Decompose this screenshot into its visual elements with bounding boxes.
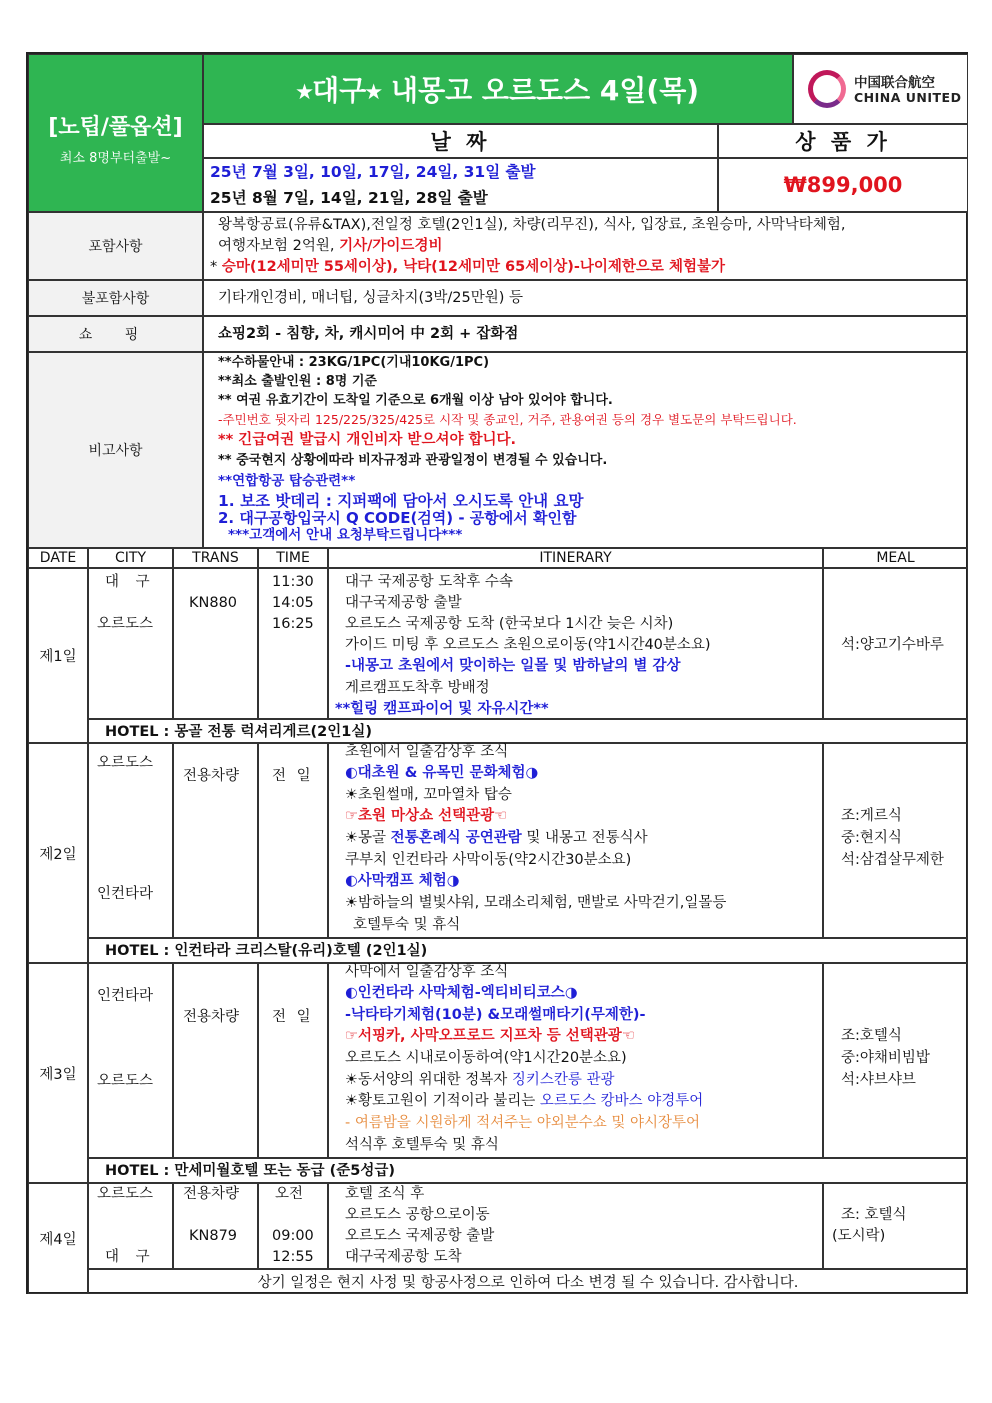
hotel-text: HOTEL : 만세미월호텔 또는 동급 (준5성급) [105, 1163, 395, 1179]
vehicle-type: 전용차량 [183, 1009, 240, 1025]
dates-august: 25년 8월 7일, 14일, 21일, 28일 출발 [210, 189, 488, 207]
day-trans-cell [173, 1183, 258, 1269]
hotel-row [88, 719, 968, 743]
included-insurance: 여행자보험 2억원, [218, 238, 340, 254]
min-people-note: 최소 8명부터출발~ [59, 151, 172, 166]
meal-value: 석:양고기수바루 [841, 637, 944, 653]
itinerary-segment: ☀동서양의 위대한 정복자 [345, 1072, 512, 1088]
day-time-cell [258, 568, 328, 719]
flight-code: KN879 [189, 1228, 238, 1244]
day-meal-cell [823, 743, 968, 938]
hotel-row [88, 1158, 968, 1183]
included-age-limit: 승마(12세미만 55세이상), 낙타(12세미만 65세이상)-나이제한으로 체험불가 [221, 259, 725, 275]
time-value: 12:55 [272, 1249, 314, 1265]
time-value: 오전 [275, 1186, 304, 1202]
dates-july: 25년 7월 3일, 10일, 17일, 24일, 31일 출발 [210, 163, 536, 181]
itinerary-line: 쿠부치 인컨타라 사막이동(약2시간30분소요) [345, 852, 632, 868]
day-time-cell [258, 743, 328, 938]
city-name: 오르도스 [97, 755, 154, 771]
itinerary-line: ☞서핑카, 사막오프로드 지프차 등 선택관광☜ [345, 1028, 635, 1044]
day-trans-cell [173, 963, 258, 1158]
city-name: 대 구 [105, 1249, 156, 1265]
itinerary-line [345, 1070, 615, 1090]
itinerary-line: 대구국제공항 도착 [345, 1249, 462, 1265]
city-name: 인컨타라 [97, 988, 154, 1004]
col-date: DATE [28, 548, 88, 568]
meal-value: 중:야채비빔밥 [841, 1050, 930, 1066]
itinerary-segment: ☀몽골 [345, 830, 391, 846]
day-meal-cell [823, 963, 968, 1158]
footer-notice: 상기 일정은 현지 사정 및 항공사정으로 인하여 다소 변경 될 수 있습니다. 감사합니다. [88, 1269, 968, 1294]
itinerary-line: 게르캠프도착후 방배정 [345, 680, 490, 696]
day-itinerary-cell [328, 1183, 823, 1269]
day-itinerary-cell [328, 568, 823, 719]
price-header-label: 상 품 가 [795, 130, 891, 154]
meal-value: 석:삼겹살무제한 [841, 852, 944, 868]
meal-value: 조:호텔식 [841, 1028, 902, 1044]
time-value: 11:30 [272, 574, 314, 590]
day-label: 제4일 [28, 1183, 88, 1294]
itinerary-line: ☞초원 마상쇼 선택관광☜ [345, 808, 508, 824]
itinerary-line: ☀밤하늘의 별빛샤워, 모래소리체험, 맨발로 사막걷기,일몰등 [345, 895, 727, 911]
itinerary-line: 대구국제공항 출발 [345, 595, 462, 611]
day-city-cell [88, 568, 173, 719]
day-label: 제3일 [28, 963, 88, 1183]
day-label: 제1일 [28, 568, 88, 743]
col-trans: TRANS [173, 548, 258, 568]
date-header-label: 날 짜 [430, 130, 491, 154]
remarks-label: 비고사항 [28, 352, 203, 548]
included-line-3 [210, 257, 725, 277]
time-value: 전 일 [272, 1009, 314, 1025]
included-line-2 [218, 236, 442, 256]
itinerary-sheet [26, 52, 968, 1294]
price-value: ₩899,000 [783, 173, 903, 197]
hotel-text: HOTEL : 인컨타라 크리스탈(유리)호텔 (2인1실) [105, 943, 428, 959]
col-itinerary: ITINERARY [328, 548, 823, 568]
itinerary-line: ☀초원썰매, 꼬마열차 탑승 [345, 787, 512, 803]
china-united-logo-icon [808, 70, 846, 108]
remark-line: **수하물안내 : 23KG/1PC(기내10KG/1PC) [218, 355, 490, 370]
meal-value: 중:현지식 [841, 830, 902, 846]
logo-en-text: CHINA UNITED [854, 90, 962, 105]
remark-line: 1. 보조 밧데리 : 지퍼팩에 담아서 오시도록 안내 요망 [218, 492, 584, 510]
remarks-cell [203, 352, 968, 548]
day-city-cell [88, 963, 173, 1158]
col-time: TIME [258, 548, 328, 568]
itinerary-line: -낙타타기체험(10분) &모래썰매타기(무제한)- [345, 1007, 646, 1023]
included-label: 포함사항 [28, 212, 203, 280]
itinerary-line: 초원에서 일출감상후 조식 [345, 744, 509, 760]
included-guide-fee: 기사/가이드경비 [339, 238, 443, 254]
meal-value: (도시락) [832, 1228, 886, 1244]
shopping-label: 쇼 핑 [28, 316, 203, 352]
departure-dates [203, 158, 718, 212]
price-header [718, 124, 968, 158]
day-label: 제2일 [28, 743, 88, 963]
day-city-cell [88, 1183, 173, 1269]
day-meal-cell [823, 568, 968, 719]
itinerary-line [345, 1091, 703, 1111]
day-trans-cell [173, 568, 258, 719]
itinerary-highlight: 징키스칸릉 관광 [511, 1072, 615, 1088]
day-time-cell [258, 1183, 328, 1269]
itinerary-line: 오르도스 국제공항 도착 (한국보다 1시간 늦은 시차) [345, 616, 674, 632]
itinerary-line: 오르도스 시내로이동하여(약1시간20분소요) [345, 1050, 627, 1066]
meal-value: 석:샤브샤브 [841, 1072, 916, 1088]
itinerary-highlight: 전통혼례식 공연관람 [390, 830, 522, 846]
itinerary-line: 가이드 미팅 후 오르도스 초원으로이동(약1시간40분소요) [345, 637, 711, 653]
city-name: 오르도스 [97, 1073, 154, 1089]
flight-code: KN880 [189, 595, 238, 611]
itinerary-line: 호텔 조식 후 [345, 1186, 425, 1202]
time-value: 16:25 [272, 616, 314, 632]
date-header [203, 124, 718, 158]
remark-line: ** 여권 유효기간이 도착일 기준으로 6개월 이상 남아 있어야 합니다. [218, 393, 613, 408]
airline-logo [793, 54, 968, 124]
day-itinerary-cell [328, 743, 823, 938]
day-trans-cell [173, 743, 258, 938]
day-itinerary-cell [328, 963, 823, 1158]
hotel-text: HOTEL : 몽골 전통 럭셔리게르(2인1실) [105, 724, 372, 740]
day-city-cell [88, 743, 173, 938]
remark-line: ** 긴급여권 발급시 개인비자 받으셔야 합니다. [218, 432, 517, 448]
itinerary-line: 오르도스 공항으로이동 [345, 1207, 490, 1223]
excluded-text: 기타개인경비, 매너팁, 싱글차지(3박/25만원) 등 [218, 290, 524, 306]
itinerary-line: 대구 국제공항 도착후 수속 [345, 574, 513, 590]
itinerary-line: - 여름밤을 시원하게 적셔주는 야외분수쇼 및 야시장투어 [345, 1115, 701, 1131]
city-name: 인컨타라 [97, 886, 154, 902]
included-note-star: * [210, 259, 222, 275]
itinerary-line: 오르도스 국제공항 출발 [345, 1228, 495, 1244]
city-name: 대 구 [105, 574, 156, 590]
itinerary-highlight: 오르도스 캉바스 야경투어 [539, 1093, 704, 1109]
itinerary-line: -내몽고 초원에서 맞이하는 일몰 및 밤하날의 별 감상 [345, 658, 681, 674]
meal-value: 조: 호텔식 [841, 1207, 907, 1223]
logo-cn-text: 中国联合航空 [854, 75, 935, 91]
col-meal: MEAL [823, 548, 968, 568]
time-value: 09:00 [272, 1228, 314, 1244]
vehicle-type: 전용차량 [183, 768, 240, 784]
itinerary-line: **힐링 캠프파이어 및 자유시간** [335, 701, 549, 717]
city-name: 오르도스 [97, 616, 154, 632]
included-cell [203, 212, 968, 280]
itinerary-line: 사막에서 일출감상후 조식 [345, 964, 509, 980]
price-cell [718, 158, 968, 212]
time-value: 14:05 [272, 595, 314, 611]
itinerary-line: ◐대초원 & 유목민 문화체험◑ [345, 765, 539, 781]
remark-line: -주민번호 뒷자리 125/225/325/425로 시작 및 종교인, 거주, 관용여권 등의 경우 별도문의 부탁드립니다. [218, 412, 797, 427]
hotel-row [88, 938, 968, 963]
page-title: ⭑대구⭑ 내몽고 오르도스 4일(목) [296, 74, 700, 107]
col-city: CITY [88, 548, 173, 568]
itinerary-segment: 및 내몽고 전통식사 [521, 830, 648, 846]
day-meal-cell [823, 1183, 968, 1269]
shopping-cell [203, 316, 968, 352]
day-time-cell [258, 963, 328, 1158]
itinerary-line: 석식후 호텔투숙 및 휴식 [345, 1137, 499, 1153]
vehicle-type: 전용차량 [183, 1186, 240, 1202]
remark-line: ** 중국현지 상황에따라 비자규정과 관광일정이 변경될 수 있습니다. [218, 453, 608, 468]
itinerary-line [345, 828, 648, 848]
remark-line: **최소 출발인원 : 8명 기준 [218, 374, 377, 389]
itinerary-line: ◐사막캠프 체험◑ [345, 873, 460, 889]
shopping-text: 쇼핑2회 - 침향, 차, 캐시미어 中 2회 + 잡화점 [218, 326, 519, 342]
remark-line: ***고객에서 안내 요청부탁드립니다*** [228, 527, 463, 543]
city-name: 오르도스 [97, 1186, 154, 1202]
included-line-1: 왕복항공료(유류&TAX),전일정 호텔(2인1실), 차량(리무진), 식사, 입장료, 초원승마, 사막낙타체험, [218, 217, 846, 233]
excluded-cell [203, 280, 968, 316]
badge-label: [노팁/풀옵션] [48, 115, 183, 140]
itinerary-line: 호텔투숙 및 휴식 [353, 917, 461, 933]
meal-value: 조:게르식 [841, 808, 902, 824]
title-panel [203, 54, 793, 124]
excluded-label: 불포함사항 [28, 280, 203, 316]
remark-line: 2. 대구공항입국시 Q CODE(검역) - 공항에서 확인함 [218, 509, 577, 527]
badge-panel [28, 54, 203, 212]
itinerary-segment: ☀황토고원이 기적이라 불리는 [345, 1093, 540, 1109]
itinerary-line: ◐인컨타라 사막체험-엑티비티코스◑ [345, 985, 578, 1001]
time-value: 전 일 [272, 768, 314, 784]
remark-line: **연합항공 탑승관련** [218, 473, 356, 489]
